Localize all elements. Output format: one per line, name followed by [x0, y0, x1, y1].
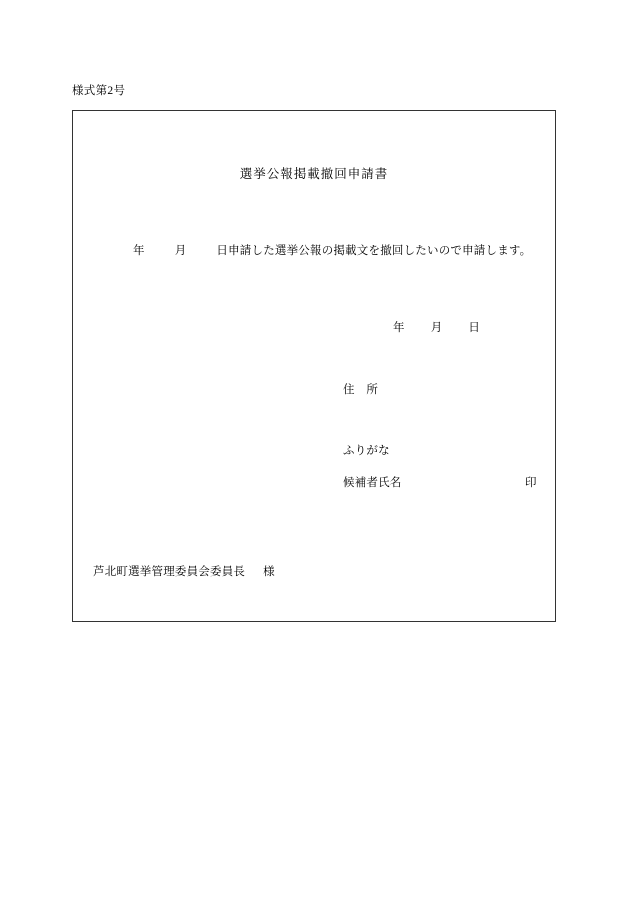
address-field-label: 住 所 [343, 384, 379, 396]
page-title: 選挙公報掲載撤回申請書 [239, 167, 389, 181]
furigana-field-label: ふりがな [343, 445, 390, 457]
seal-stamp-label: 印 [525, 477, 537, 489]
intro-month-label: 月 [174, 245, 187, 257]
date-year-label: 年 [393, 322, 405, 334]
intro-body-text: 日申請した選挙公報の掲載文を撤回したいので申請します。 [216, 245, 532, 257]
date-entry-line [393, 319, 480, 335]
candidate-name-field-label: 候補者氏名 [343, 477, 402, 489]
date-day-label: 日 [468, 322, 481, 334]
form-number-label: 様式第2号 [72, 85, 126, 97]
form-border-box [72, 110, 556, 622]
date-month-label: 月 [430, 322, 443, 334]
addressee-line [93, 563, 275, 579]
addressee-name: 芦北町選挙管理委員会委員長 [93, 566, 246, 578]
addressee-honorific: 様 [263, 566, 275, 578]
application-intro-line [133, 242, 531, 258]
intro-year-label: 年 [133, 245, 145, 257]
